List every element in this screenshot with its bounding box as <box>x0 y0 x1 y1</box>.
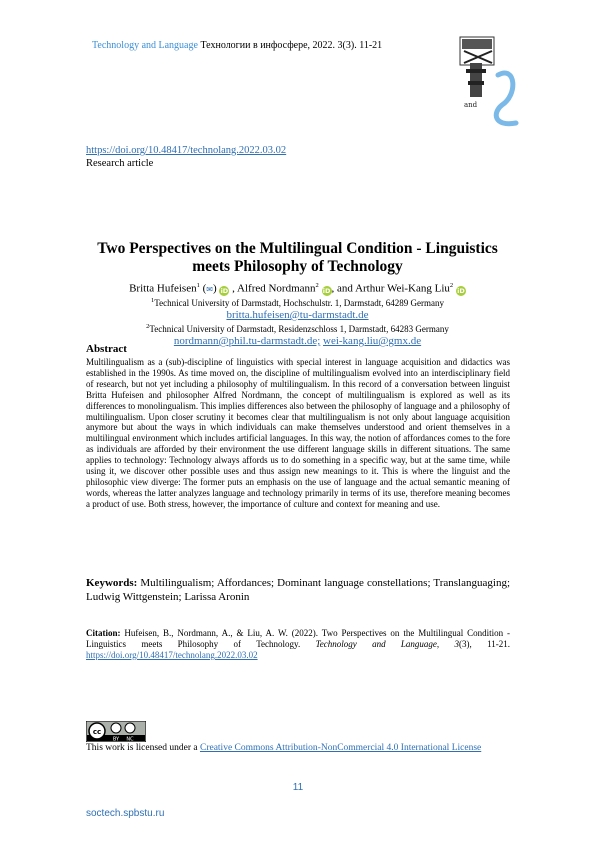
site-url[interactable]: soctech.spbstu.ru <box>86 808 165 819</box>
citation: Citation: Hufeisen, B., Nordmann, A., & Liu, A. W. (2022). Two Perspectives on the Multilingual Condition - Linguistics meets Philosophy of Technology. Technology and Language, 3(3), 11-21. https://doi.org/10.48417/technolang.2022.03.02 <box>86 628 511 660</box>
author-3: , and Arthur Wei-Kang Liu <box>331 282 450 295</box>
page-number: 11 <box>292 782 304 793</box>
title-line-2: meets Philosophy of Technology <box>192 258 403 275</box>
orcid-icon[interactable]: iD <box>457 286 465 295</box>
author-list: Britta Hufeisen$^1$ (✉) iD , Alfred Nordmann$^2$ iD, and Arthur Wei-Kang Liu$^2$ iD <box>129 282 465 295</box>
svg-text:cc: cc <box>92 728 102 736</box>
email-2 <box>60 335 535 347</box>
doi-link[interactable]: https://doi.org/10.48417/technolang.2022.03.02 <box>86 145 287 156</box>
email-1 <box>60 309 535 321</box>
keywords-label: Keywords: <box>86 577 138 589</box>
keywords <box>86 576 510 604</box>
author-2: , Alfred Nordmann <box>232 282 316 295</box>
email-link-hufeisen[interactable]: britta.hufeisen@tu-darmstadt.de <box>226 309 369 321</box>
svg-text:NC: NC <box>126 736 134 742</box>
orcid-icon[interactable]: iD <box>220 286 229 295</box>
running-header <box>92 40 382 51</box>
email-link-liu[interactable]: wei-kang.liu@gmx.de <box>323 335 422 347</box>
affiliation-1: $^1$Technical University of Darmstadt, Hochschulstr. 1, Darmstadt, 64289 Germany <box>150 297 445 308</box>
journal-name: Technology and Language <box>92 40 198 51</box>
license-notice: This work is licensed under a Creative Commons Attribution-NonCommercial 4.0 International License <box>86 743 482 753</box>
abstract-text: Multilingualism as a (sub)-discipline of linguistics with special interest in language acquisition and didactics was established in the 1990s. As time moved on, the discipline of multilingualism evolved into an interdisciplinary field of research, but not yet including a philosophy of multilingualism. In this record of a conversation between linguist Britta Hufeisen and philosopher Alfred Nordmann, the concept of multilingualism is explored as well as its differences to monolingualism. This implies differences also between the philosophy of language and a philosophy of multilingualism. Upon closer scrutiny it becomes clear that multilingualism is not only about language acquisition anymore but about the ways in which individuals can make themselves understood and orient themselves in a multilingual environment which includes artificial languages. In this way, the notion of affordances comes to the fore as individuals are afforded by their environment the use different language skills in different situations. The same applies to technology: Technology always affords us to do something in a specific way, but at the same time, while using it, we discover other possible uses and thus assign new meanings to it. This is where the linguist and the philosophic view diverge: The former puts an emphasis on the use of language and the actual semantic meaning of words, whereas the latter analyzes language and technology primarily in terms of its use, therefore meaning becomes a product of use. Both stress, however, the importance of culture and context for meaning and use. <box>86 357 510 509</box>
svg-text:BY: BY <box>112 736 120 742</box>
email-link-nordmann[interactable]: nordmann@phil.tu-darmstadt.de; <box>173 335 321 347</box>
affiliation-2: $^2$Technical University of Darmstadt, Residenzschloss 1, Darmstadt, 64283 Germany <box>146 323 449 334</box>
envelope-icon[interactable]: ✉ <box>206 284 213 294</box>
license-link[interactable]: Creative Commons Attribution-NonCommercial 4.0 International License <box>199 743 482 753</box>
svg-text:and: and <box>464 101 478 109</box>
journal-logo <box>458 35 520 135</box>
citation-journal: Technology and Language, 3 <box>315 639 459 649</box>
orcid-icon[interactable]: iD <box>322 286 331 295</box>
article-title <box>60 240 535 276</box>
cc-by-nc-badge[interactable] <box>86 721 146 742</box>
journal-ru-citation: Технологии в инфосфере, 2022. 3(3). 11-21 <box>200 40 383 51</box>
abstract-heading: Abstract <box>86 343 127 355</box>
citation-doi-link[interactable]: https://doi.org/10.48417/technolang.2022.03.02 <box>86 650 258 660</box>
keywords-text: Multilingualism; Affordances; Dominant language constellations; Translanguaging; Ludwig Wittgenstein; Larissa Aronin <box>86 577 510 603</box>
title-line-1: Two Perspectives on the Multilingual Condition - Linguistics <box>97 240 498 257</box>
author-1: Britta Hufeisen <box>129 282 197 295</box>
article-type: Research article <box>86 158 154 169</box>
citation-label: Citation: <box>86 628 121 638</box>
